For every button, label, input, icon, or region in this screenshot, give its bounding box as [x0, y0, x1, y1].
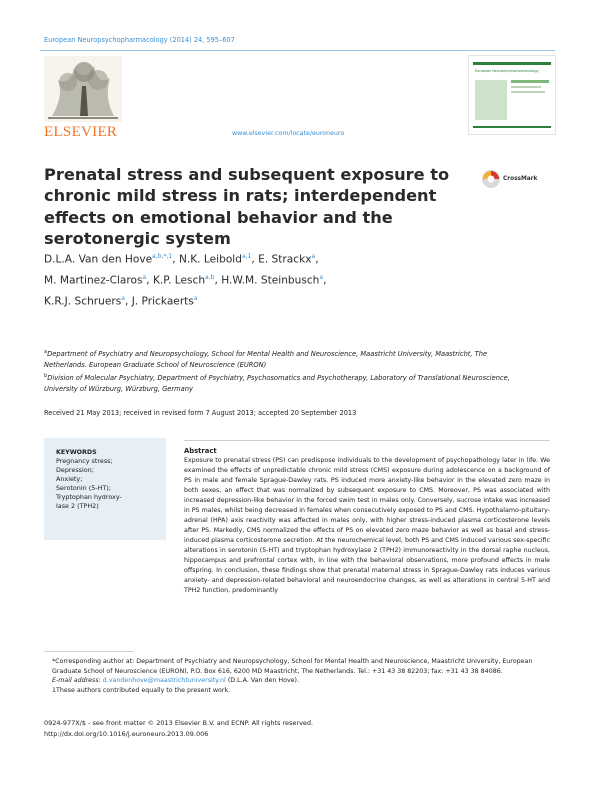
abstract-body: Exposure to prenatal stress (PS) can predispose individuals to the development of psychopathology later in life. We examined the effects of unpredictable chronic mild stress (CMS) exposure during adolescence on a background of PS in male and female Sprague-Dawley rats. PS induced more anxiety-like behavior in the elevated zero maze in both sexes, an effect that was normalized by subsequent exposure to CMS. Moreover, PS was associated with increased depression-like behavior in the forced swim test in males only. Conversely, sucrose intake was increased in PS males, whilst being decreased in females when consecutively exposed to PS and CMS. Hypothalamo-pituitary-adrenal (HPA) axis reactivity was affected in males only, with higher stress-induced plasma corticosterone levels after PS. Markedly, CMS normalized the effects of PS on elevated zero maze behavior as well as basal and stress-induced plasma corticosterone secretion. At the neurochemical level, both PS and CMS induced various sex-specific alterations in serotonin (5-HT) and tryptophan hydroxylase 2 (TPH2) immunoreactivity in the dorsal raphe nucleus, hippocampus and prefrontal cortex with, in line with the behavioral observations, more profound effects in male offspring. In conclusion, these findings show that prenatal maternal stress in Sprague-Dawley rats induces various anxiety- and depression-related behavioral and neuroendocrine changes, as well as alterations in central 5-HT and TPH2 function, predominantly — [184, 457, 550, 594]
affiliation-item — [44, 371, 524, 395]
author-name: J. Prickaerts — [131, 295, 194, 308]
email-line — [52, 676, 550, 686]
author-list: D.L.A. Van den Hove$^{a,b,*,1}$, N.K. Leibold$^{a,1}$, E. Strackx$^a$, M. Martinez-Claros$^a$, K.P. Lesch$^{a,b}$, H.W.M. Steinbusch$^a$, K.R.J. Schruers$^a$, J. Prickaerts$^a$ — [44, 253, 327, 308]
author-name: D.L.A. Van den Hove — [44, 253, 153, 266]
keyword-item: Pregnancy stress; — [56, 457, 113, 465]
author-name: N.K. Leibold — [178, 253, 242, 266]
author-name: E. Strackx — [258, 253, 312, 266]
email-label: E-mail address: — [52, 677, 101, 684]
crossmark-icon — [481, 168, 501, 190]
journal-cover-title: European Neuropsychopharmacology — [475, 69, 539, 73]
email-link[interactable]: d.vandenhove@maastrichtuniversity.nl — [102, 677, 226, 684]
journal-cover[interactable] — [468, 55, 556, 135]
keywords-heading: KEYWORDS — [56, 449, 97, 456]
journal-reference[interactable]: European Neuropsychopharmacology (2014) 24, 595–607 — [44, 36, 235, 44]
affiliation-text: Department of Psychiatry and Neuropsychology, School for Mental Health and Neuroscience, Maastricht University, Maastricht, The Netherlands. European Graduate School of Neuroscience (EURON) — [44, 350, 488, 370]
header-divider — [40, 50, 555, 51]
author-affil-mark[interactable]: a — [319, 274, 324, 282]
affiliation-text: Division of Molecular Psychiatry, Department of Psychiatry, Psychosomatics and Psychotherapy, Laboratory of Translational Neuroscience, University of Würzburg, Würzburg, Germany — [44, 374, 510, 394]
elsevier-tree-logo — [44, 56, 122, 122]
author-affil-mark[interactable]: a,b,*,1 — [152, 253, 173, 260]
affiliation-mark: a — [44, 349, 48, 355]
keyword-item: Anxiety; — [56, 475, 83, 484]
copyright-line: 0924-977X/$ - see front matter © 2013 Elsevier B.V. and ECNP. All rights reserved. — [44, 719, 314, 727]
footnotes — [52, 657, 550, 695]
author-affil-mark[interactable]: a — [142, 274, 147, 282]
author-affil-mark[interactable]: a — [121, 295, 125, 303]
journal-website-link[interactable]: www.elsevier.com/locate/euroneuro — [232, 130, 345, 137]
author-affil-mark[interactable]: a — [311, 253, 316, 260]
equal-contribution-note: 1These authors contributed equally to the present work. — [52, 686, 231, 694]
author-name: K.P. Lesch — [152, 274, 206, 287]
crossmark-label: CrossMark — [503, 176, 538, 182]
author-affil-mark[interactable]: a,b — [205, 274, 215, 282]
abstract-divider — [184, 440, 550, 441]
author-affil-mark[interactable]: a,1 — [241, 253, 252, 260]
received-dates: Received 21 May 2013; received in revised form 7 August 2013; accepted 20 September 2013 — [44, 409, 357, 417]
author-affil-mark[interactable]: a — [193, 295, 198, 303]
abstract-heading: Abstract — [184, 447, 217, 455]
corresponding-author-note: *Corresponding author at: Department of Psychiatry and Neuropsychology, School for Mental Health and Neuroscience, Maastricht University, European Graduate School of Neuroscience (EURON), P.O. Box 616, 6200 MD Maastricht, The Netherlands. Tel.: +31 43 38 82203; fax: +31 43 38 84086. — [52, 658, 533, 675]
keyword-item: Tryptophan hydroxy- — [56, 493, 122, 502]
keywords-list — [56, 457, 122, 512]
affiliation-mark: b — [44, 373, 48, 380]
crossmark-button[interactable] — [481, 168, 538, 190]
affiliation-item — [44, 347, 524, 371]
article-front-matter — [44, 718, 313, 740]
keyword-item: lase 2 (TPH2) — [56, 502, 99, 511]
footnote-divider — [44, 651, 134, 652]
author-name: M. Martinez-Claros — [44, 274, 143, 287]
keyword-item: Serotonin (5-HT); — [56, 484, 111, 493]
keyword-item: Depression; — [56, 466, 94, 475]
author-name: H.W.M. Steinbusch — [221, 274, 320, 287]
affiliations — [44, 347, 524, 395]
author-name: K.R.J. Schruers — [44, 295, 122, 308]
publisher-name: ELSEVIER — [44, 124, 118, 140]
email-suffix: (D.L.A. Van den Hove). — [227, 677, 300, 684]
doi-link[interactable]: http://dx.doi.org/10.1016/j.euroneuro.2013.09.006 — [44, 730, 209, 738]
journal-cover-image — [469, 56, 555, 134]
article-title: Prenatal stress and subsequent exposure to chronic mild stress in rats; interdependent effects on emotional behavior and the serotonergic system — [44, 165, 450, 249]
